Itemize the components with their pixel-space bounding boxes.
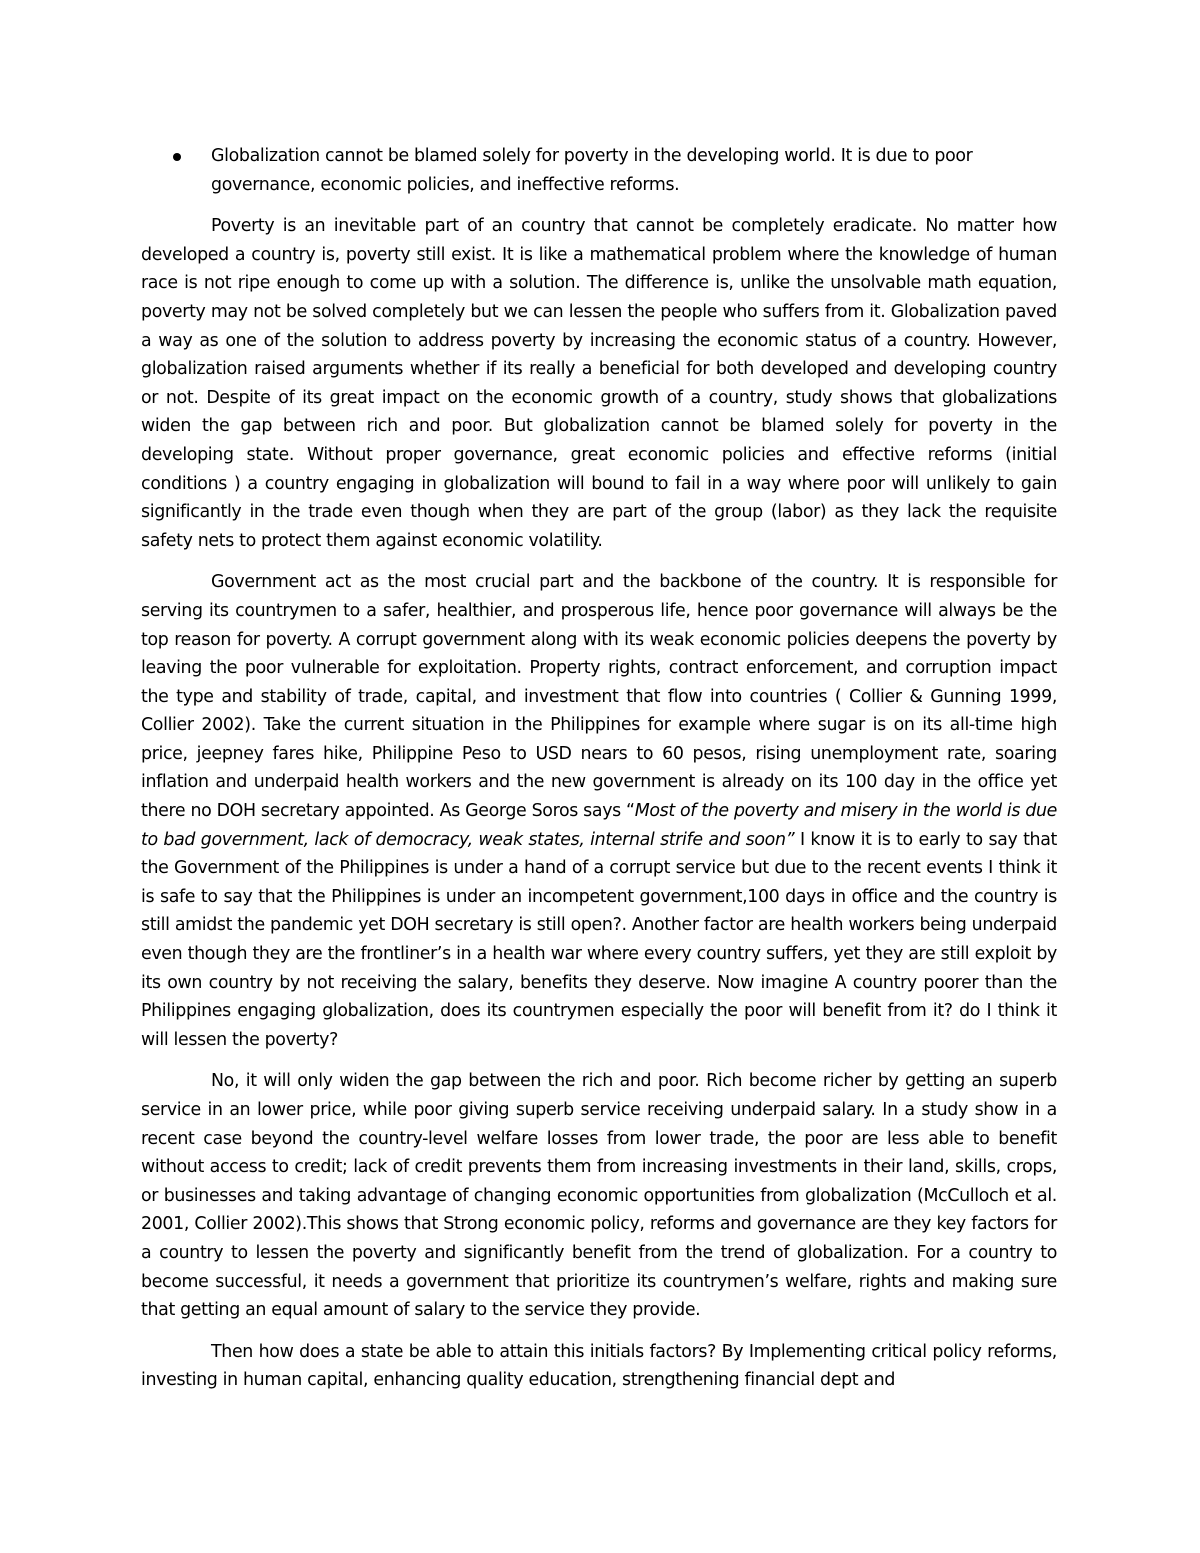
bullet-dot-icon: [173, 153, 181, 161]
bullet-item: [141, 142, 1057, 199]
paragraph-government: [141, 568, 1057, 1054]
document-body: [141, 142, 1057, 1395]
paragraph-text: No, it will only widen the gap between the rich and poor. Rich become richer by getting an superb service in an lower price, while poor giving superb service receiving underpaid salary. In a study show in a recent case beyond the country-level welfare losses from lower trade, the poor are less able to benefit without access to credit; lack of credit prevents them from increasing investments in their land, skills, crops, or businesses and taking advantage of changing economic opportunities from globalization (McCulloch et al. 2001, Collier 2002).This shows that Strong economic policy, reforms and governance are they key factors for a country to lessen the poverty and significantly benefit from the trend of globalization. For a country to become successful, it needs a government that prioritize its countrymen’s welfare, rights and making sure that getting an equal amount of salary to the service they provide.: [141, 1071, 1057, 1321]
bullet-text: Globalization cannot be blamed solely for poverty in the developing world. It is due to poor governance, economic policies, and ineffective reforms.: [211, 146, 973, 195]
paragraph-text: Poverty is an inevitable part of an country that cannot be completely eradicate. No matter how developed a country is, poverty still exist. It is like a mathematical problem where the knowledge of human race is not ripe enough to come up with a solution. The difference is, unlike the unsolvable math equation, poverty may not be solved completely but we can lessen the people who suffers from it. Globalization paved a way as one of the solution to address poverty by increasing the economic status of a country. However, globalization raised arguments whether if its really a beneficial for both developed and developing country or not. Despite of its great impact on the economic growth of a country, study shows that globalizations widen the gap between rich and poor. But globalization cannot be blamed solely for poverty in the developing state. Without proper governance, great economic policies and effective reforms (initial conditions ) a country engaging in globalization will bound to fail in a way where poor will unlikely to gain significantly in the trade even though when they are part of the group (labor) as they lack the requisite safety nets to protect them against economic volatility.: [141, 216, 1057, 551]
paragraph-poverty-intro: [141, 212, 1057, 555]
paragraph-text-before-quote: Government act as the most crucial part and the backbone of the country. It is responsible for serving its countrymen to a safer, healthier, and prosperous life, hence poor governance will always be the top reason for poverty. A corrupt government along with its weak economic policies deepens the poverty by leaving the poor vulnerable for exploitation. Property rights, contract enforcement, and corruption impact the type and stability of trade, capital, and investment that flow into countries ( Collier & Gunning 1999, Collier 2002). Take the current situation in the Philippines for example where sugar is on its all-time high price, jeepney fares hike, Philippine Peso to USD nears to 60 pesos, rising unemployment rate, soaring inflation and underpaid health workers and the new government is already on its 100 day in the office yet there no DOH secretary appointed. As George Soros says “: [141, 572, 1057, 822]
paragraph-text-after-quote: I know it is to early to say that the Government of the Philippines is under a hand of a corrupt service but due to the recent events I think it is safe to say that the Philippines is under an incompetent government,100 days in office and the country is still amidst the pandemic yet DOH secretary is still open?. Another factor are health workers being underpaid even though they are the frontliner’s in a health war where every country suffers, yet they are still exploit by its own country by not receiving the salary, benefits they deserve. Now imagine A country poorer than the Philippines engaging globalization, does its countrymen especially the poor will benefit from it? do I think it will lessen the poverty?: [141, 829, 1057, 1050]
soros-quote: Most of the poverty and misery in the world is due to bad government, lack of democracy, weak states, internal strife and soon”: [141, 801, 1057, 850]
paragraph-attain-factors: [141, 1338, 1057, 1395]
paragraph-rich-poor-gap: [141, 1067, 1057, 1324]
paragraph-text: Then how does a state be able to attain this initials factors? By Implementing critical policy reforms, investing in human capital, enhancing quality education, strengthening financial dept and: [141, 1341, 1057, 1391]
